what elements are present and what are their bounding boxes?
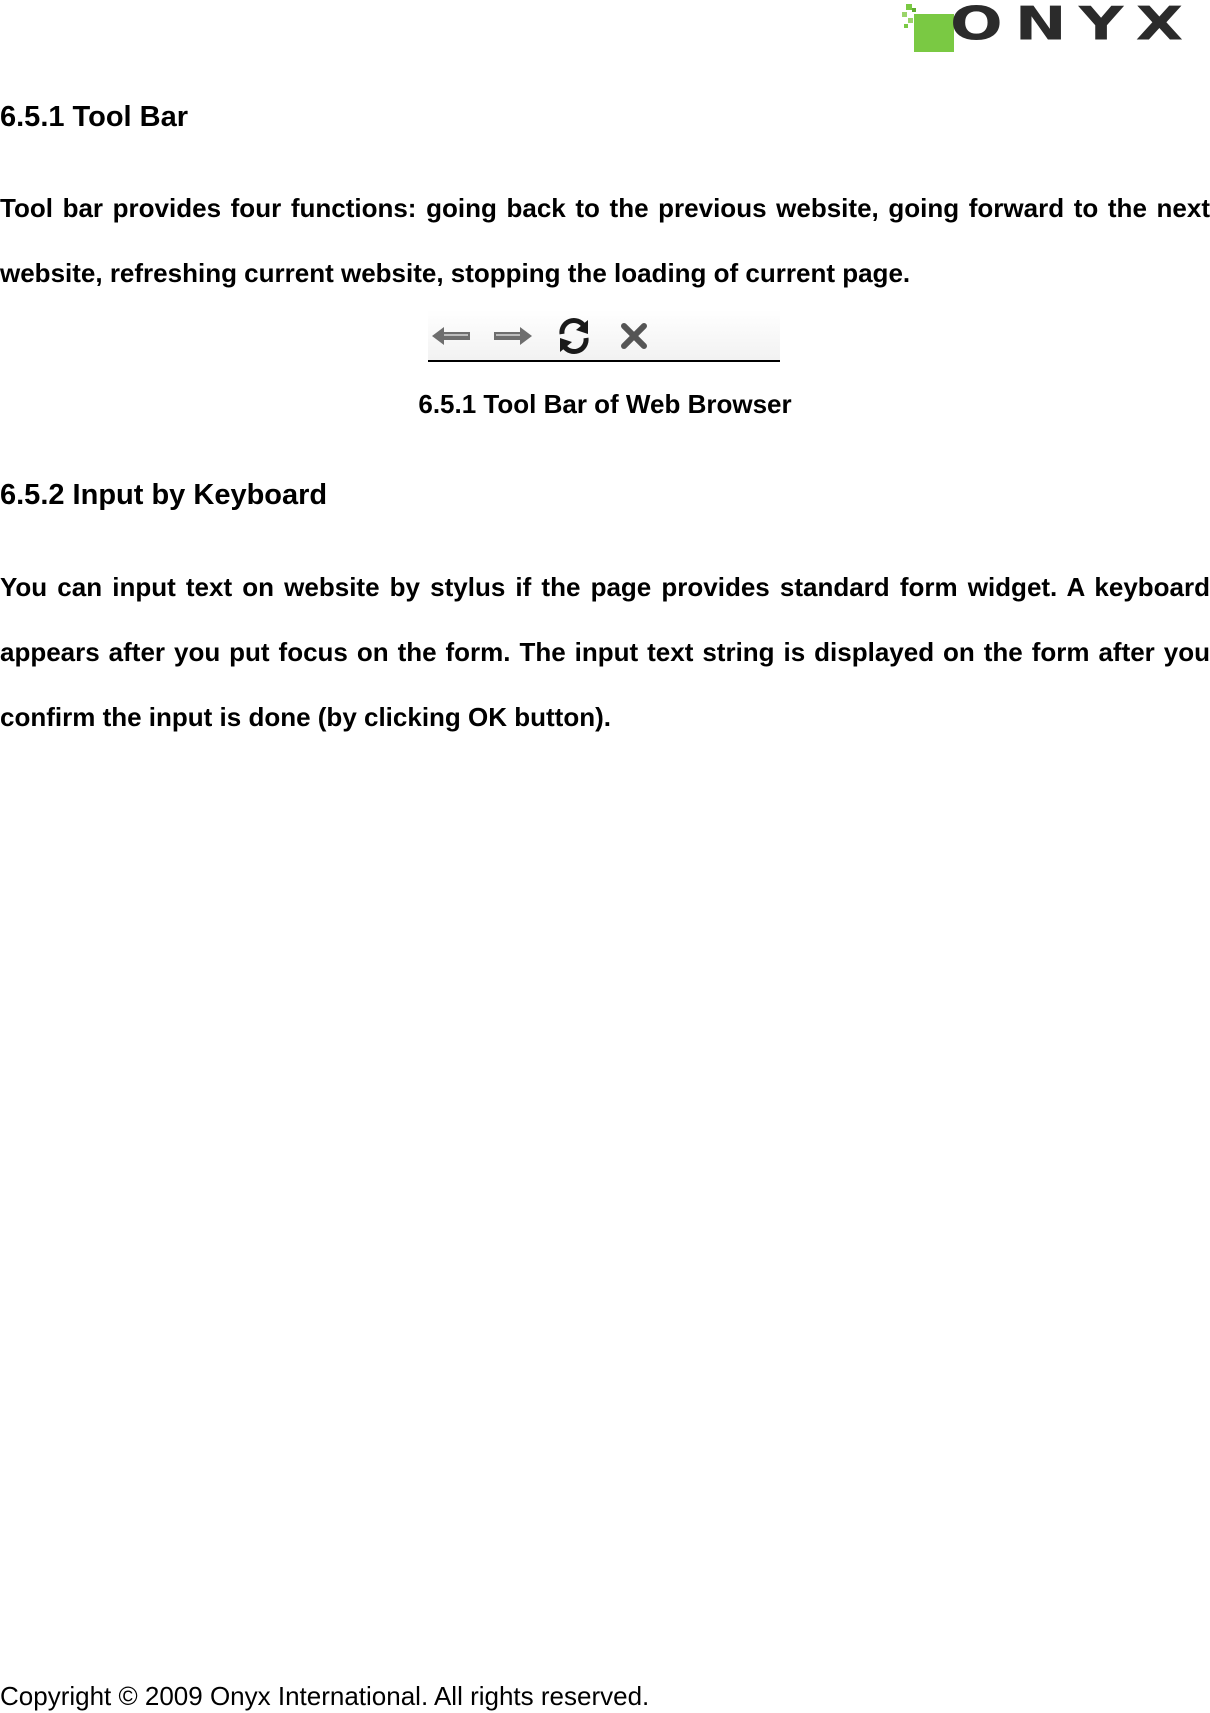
forward-arrow-icon: [490, 318, 534, 354]
onyx-logo: [900, 0, 1210, 60]
copyright-footer: Copyright © 2009 Onyx International. All rights reserved.: [0, 1681, 650, 1711]
stop-icon: [612, 318, 656, 354]
keyboard-paragraph: You can input text on website by stylus if the page provides standard form widget. A keyboard appears after you put focus on the form. The input text string is displayed on the form after you confirm the input is done (by clicking OK button).: [0, 572, 1210, 732]
toolbar-underline: [428, 360, 780, 362]
figure-caption: 6.5.1 Tool Bar of Web Browser: [418, 389, 792, 419]
back-arrow-icon: [430, 318, 474, 354]
toolbar-figure: [428, 310, 780, 364]
section-heading-input-by-keyboard: 6.5.2 Input by Keyboard: [0, 479, 328, 511]
refresh-icon: [552, 318, 596, 354]
logo-text: ONYX: [950, 0, 1196, 51]
section-heading-tool-bar: 6.5.1 Tool Bar: [0, 101, 189, 133]
tool-bar-paragraph: Tool bar provides four functions: going back to the previous website, going forward to the next website, refreshing current website, stopping the loading of current page.: [0, 193, 1210, 288]
toolbar-strip: [428, 310, 780, 360]
